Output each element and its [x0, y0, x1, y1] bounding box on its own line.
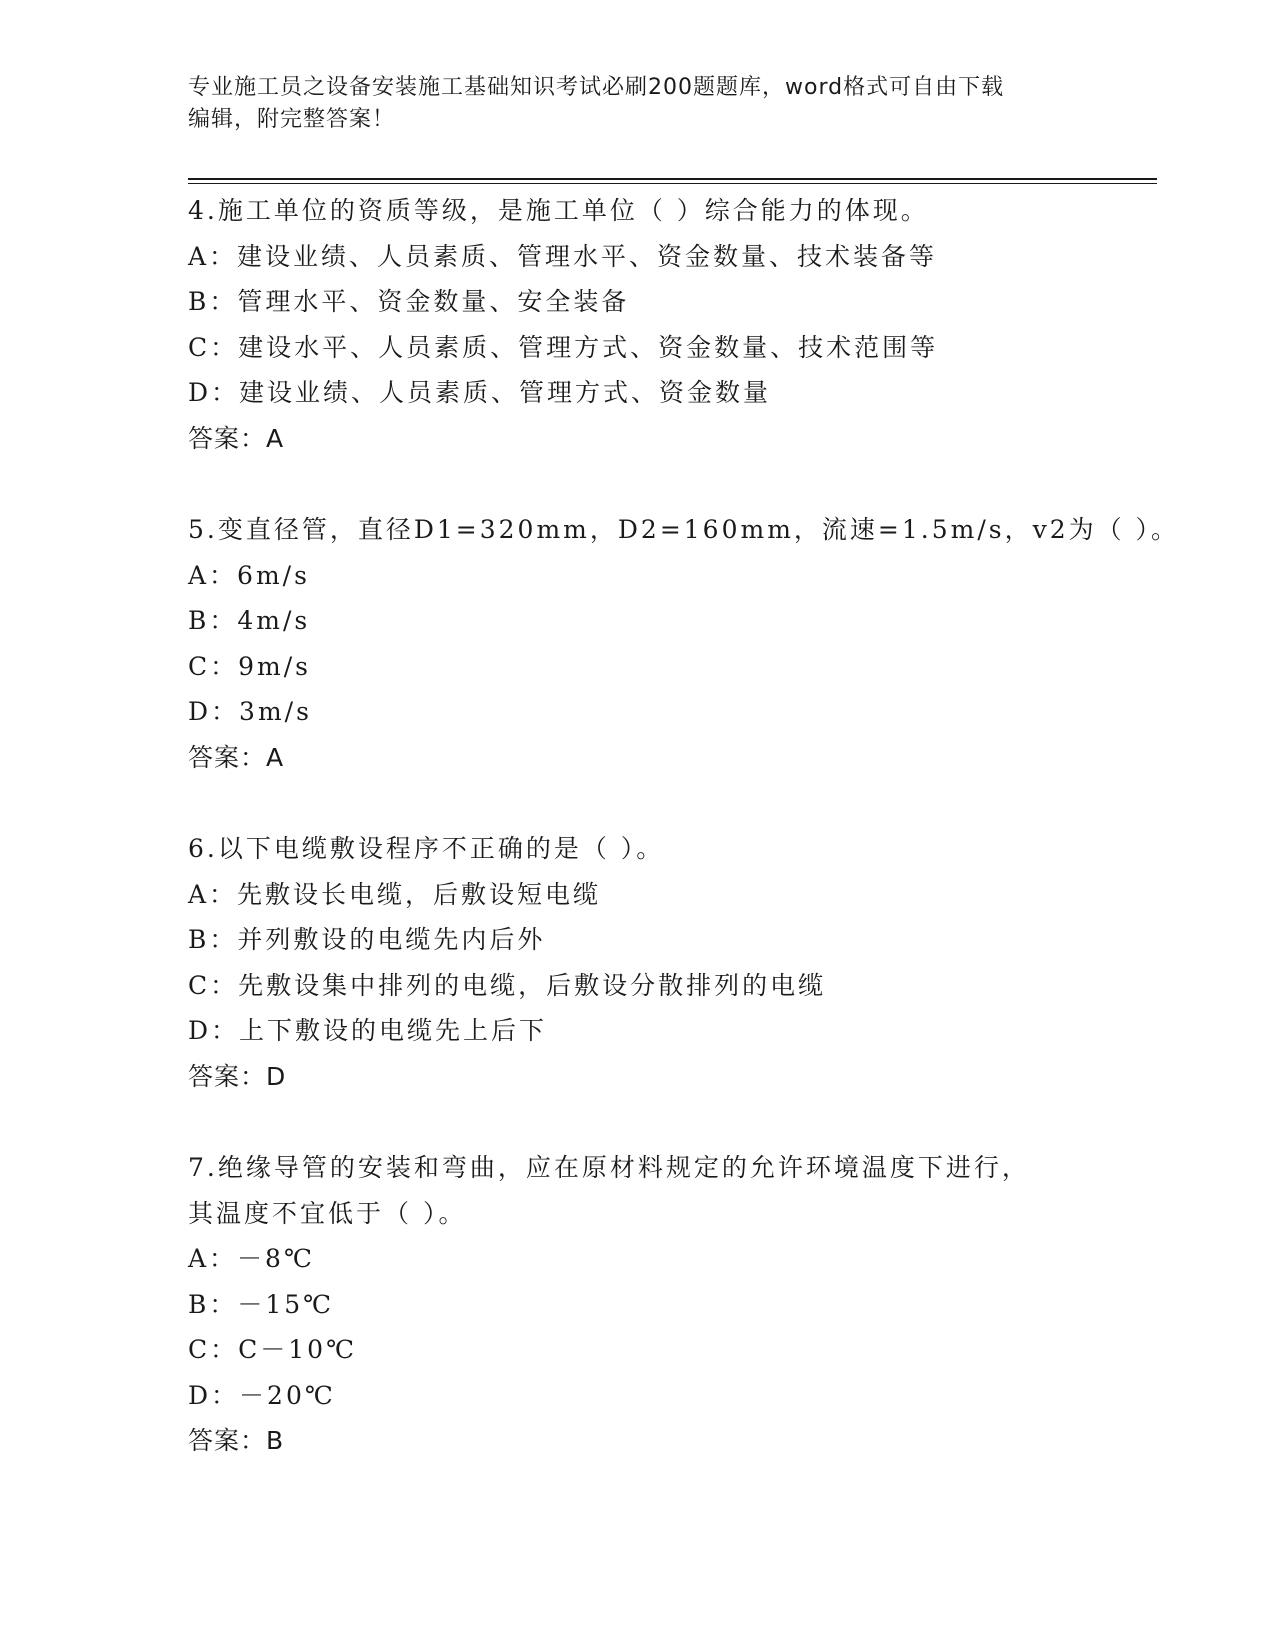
option-a: A：先敷设长电缆，后敷设短电缆: [188, 879, 602, 909]
header-title-line-2: 编辑，附完整答案！: [188, 107, 396, 132]
question-4: [188, 188, 1148, 461]
question-stem: 6.以下电缆敷设程序不正确的是（ ）。: [188, 834, 665, 863]
option-c: C：建设水平、人员素质、管理方式、资金数量、技术范围等: [188, 332, 939, 362]
question-stem: 4.施工单位的资质等级，是施工单位（ ）综合能力的体现。: [188, 196, 929, 225]
option-c: C：C－10℃: [188, 1335, 358, 1364]
header-divider-thin: [188, 183, 1157, 184]
option-b: B：管理水平、资金数量、安全装备: [188, 287, 630, 316]
option-d: D：－20℃: [188, 1380, 336, 1410]
header-divider-thick: [188, 178, 1157, 180]
question-stem-line-2: 其温度不宜低于（ ）。: [188, 1198, 467, 1228]
option-b: B：并列敷设的电缆先内后外: [188, 925, 546, 954]
question-list: [188, 188, 1180, 1510]
option-a: A：建设业绩、人员素质、管理水平、资金数量、技术装备等: [188, 241, 938, 271]
answer: 答案：A: [188, 423, 285, 453]
option-d: D：建设业绩、人员素质、管理方式、资金数量: [188, 378, 772, 407]
answer: 答案：A: [188, 742, 285, 772]
option-c: C：9m/s: [188, 651, 311, 681]
option-d: D：上下敷设的电缆先上后下: [188, 1016, 548, 1045]
question-6: [188, 826, 1148, 1099]
answer: 答案：B: [188, 1426, 285, 1455]
question-stem-line-1: 7.绝缘导管的安装和弯曲，应在原材料规定的允许环境温度下进行，: [188, 1153, 1030, 1182]
question-7: [188, 1145, 1148, 1464]
header-title-line-1: 专业施工员之设备安装施工基础知识考试必刷200题题库，word格式可自由下载: [188, 75, 1005, 100]
option-b: B：4m/s: [188, 606, 311, 635]
option-b: B：－15℃: [188, 1289, 335, 1319]
question-5: [188, 507, 1180, 780]
answer: 答案：D: [188, 1061, 287, 1091]
option-c: C：先敷设集中排列的电缆，后敷设分散排列的电缆: [188, 970, 827, 1000]
option-a: A：6m/s: [188, 560, 310, 590]
page-header: [188, 72, 1088, 136]
option-d: D：3m/s: [188, 697, 312, 726]
option-a: A：－8℃: [188, 1244, 315, 1273]
question-stem: 5.变直径管，直径D1=320mm，D2=160mm，流速=1.5m/s，v2为（ ）。: [188, 515, 1180, 544]
